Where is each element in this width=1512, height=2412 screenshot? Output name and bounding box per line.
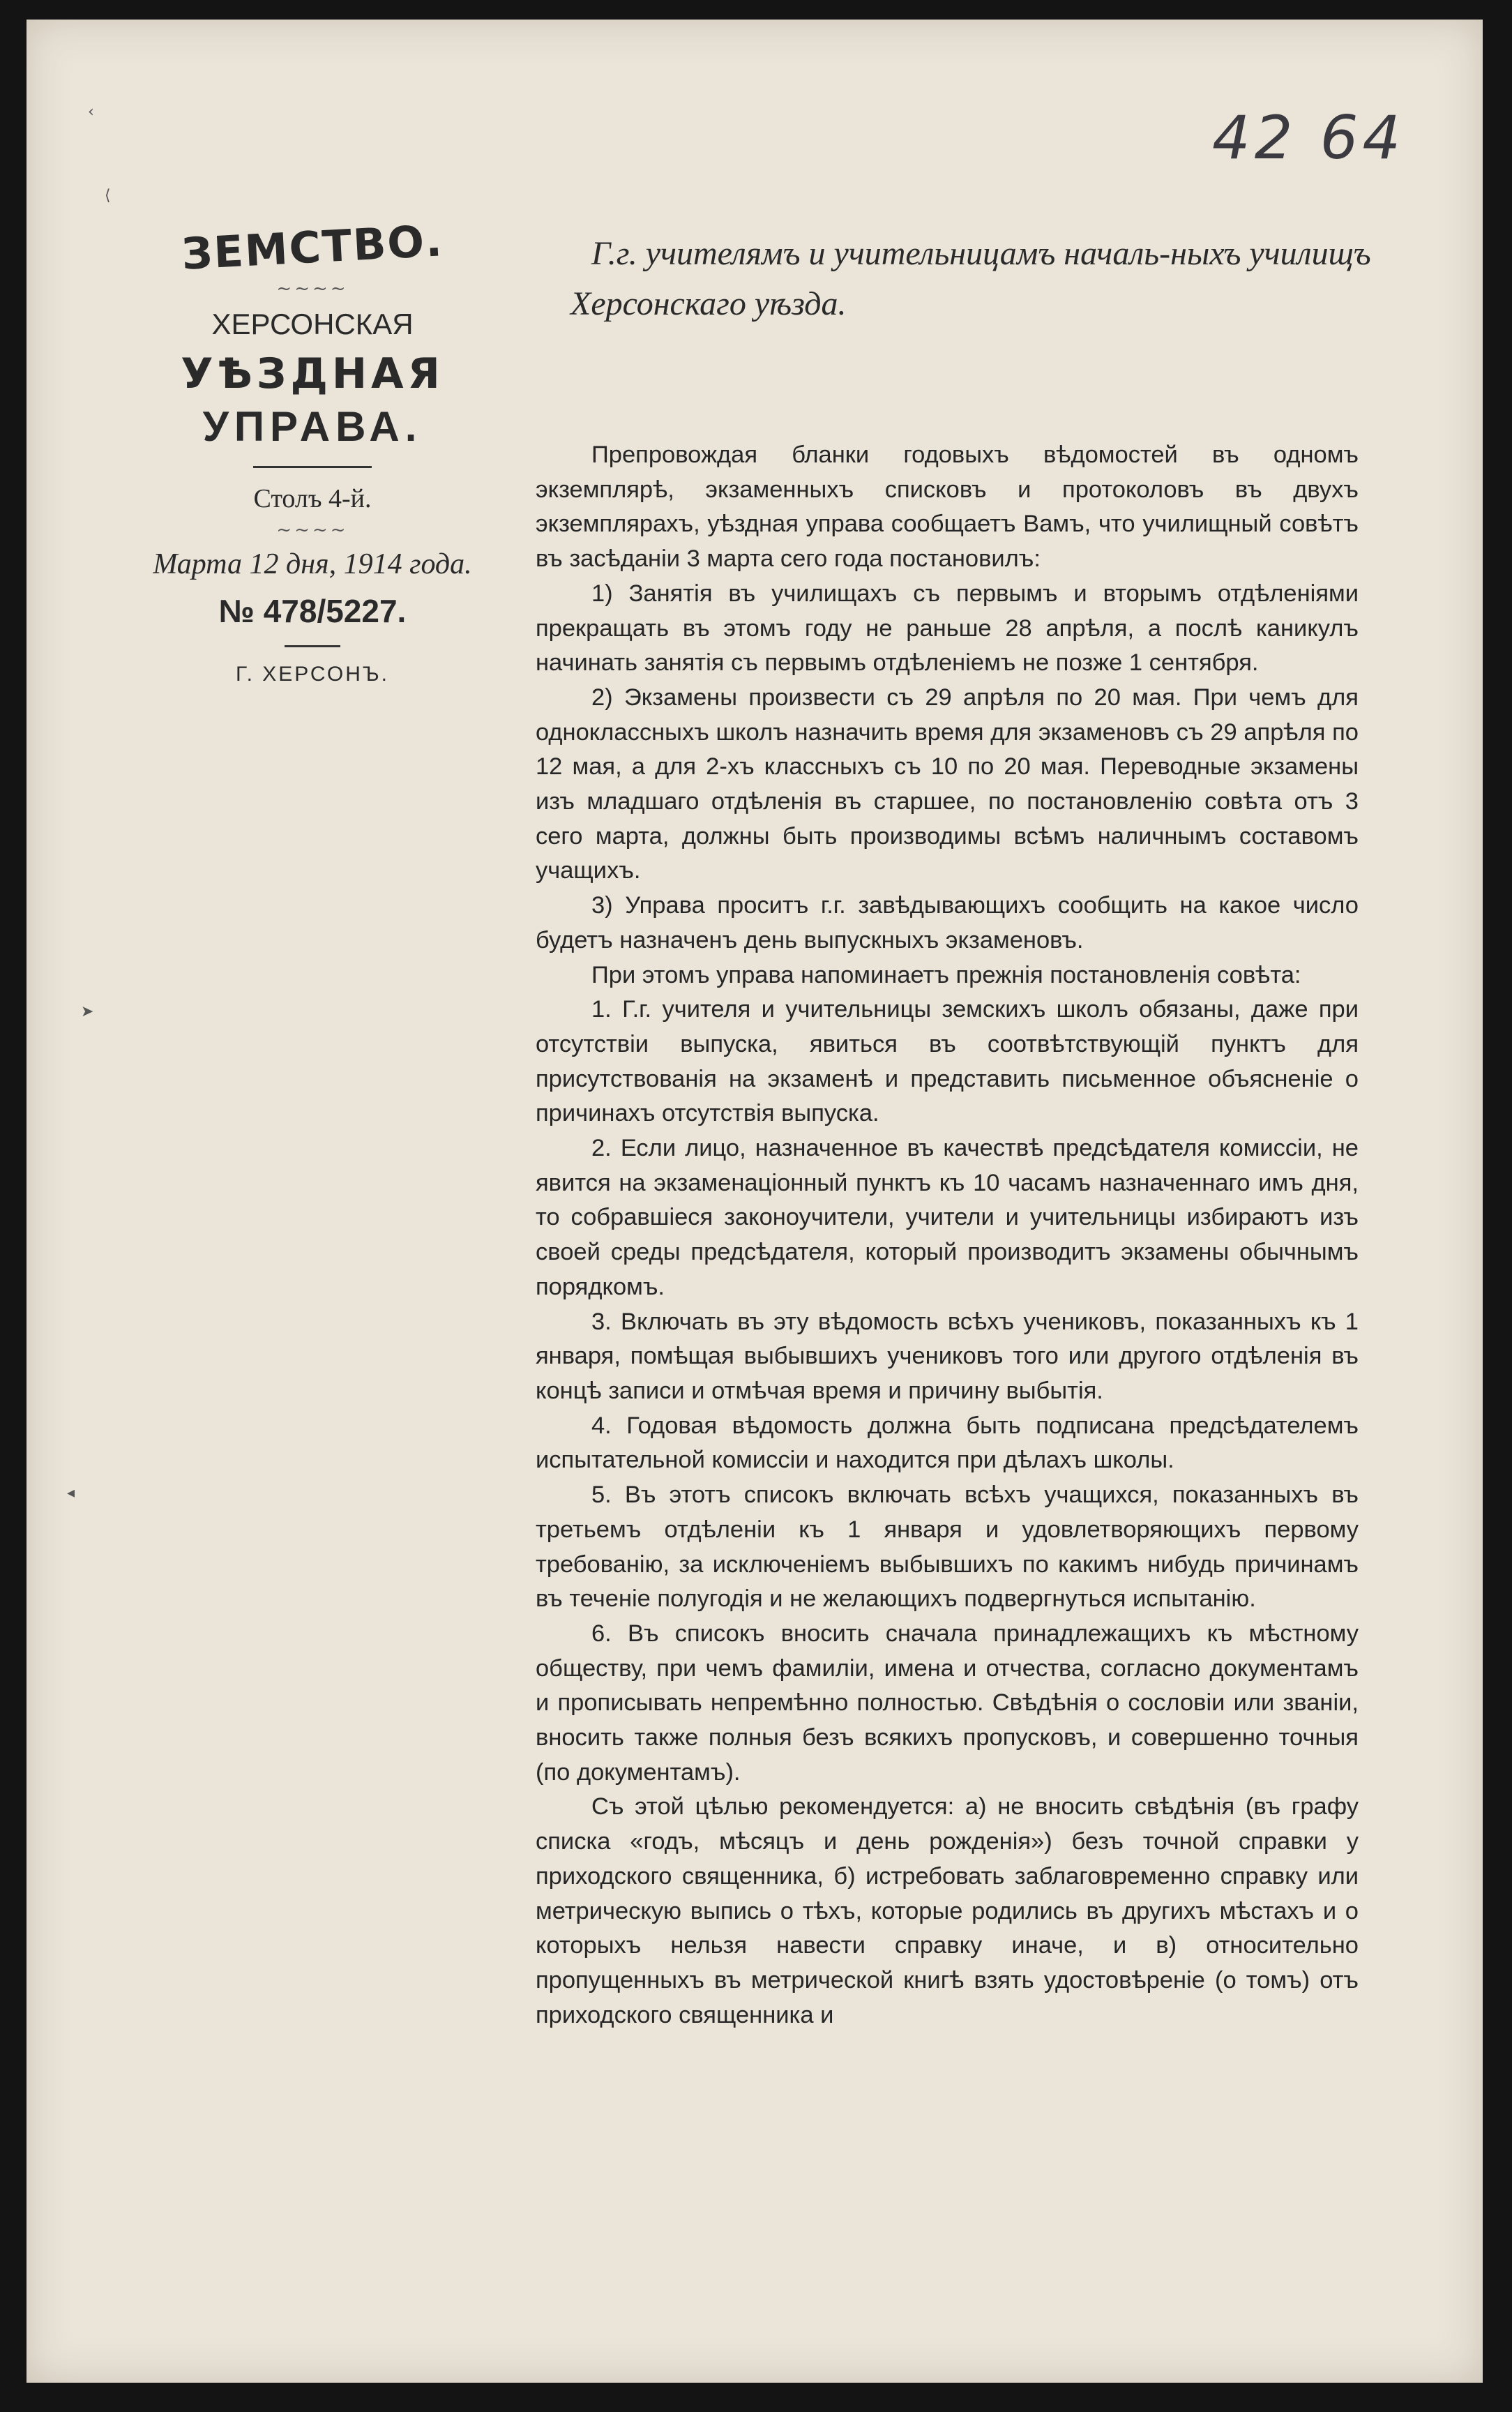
document-body [536, 438, 1359, 2033]
letterhead-uprava: УПРАВА. [202, 403, 423, 450]
margin-mark: ⟨ [105, 187, 111, 204]
letterhead-rule [253, 466, 372, 468]
body-paragraph: 2. Если лицо, назначенное въ качествѣ предсѣдателя комиссіи, не явится на экзаменаціонный пунктъ къ 10 часамъ назначеннаго имъ дня, то собравшіеся законоучители, учители и учительницы избираютъ изъ своей среды предсѣдателя, который производитъ экзамены обычнымъ порядкомъ. [536, 1135, 1359, 1300]
margin-mark: ‹ [88, 103, 94, 121]
body-paragraph: 4. Годовая вѣдомость должна быть подписана предсѣдателемъ испытательной комиссіи и находится при дѣлахъ школы. [536, 1412, 1359, 1474]
body-paragraph: Препровождая бланки годовыхъ вѣдомостей въ одномъ экземплярѣ, экзаменныхъ списковъ и протоколовъ въ двухъ экземплярахъ, уѣздная управа сообщаетъ Вамъ, что училищный совѣтъ въ засѣданіи 3 марта сего года постановилъ: [536, 442, 1359, 573]
body-paragraph: 5. Въ этотъ списокъ включать всѣхъ учащихся, показанныхъ въ третьемъ отдѣленіи къ 1 января и удовлетворяющихъ первому требованію, за исключеніемъ выбывшихъ по какимъ нибудь причинамъ въ теченіе полугодія и не желающихъ подвергнуться испытанію. [536, 1482, 1359, 1613]
margin-mark: ➤ [81, 1003, 94, 1020]
letterhead-city: Г. ХЕРСОНЪ. [235, 663, 390, 686]
body-paragraph: Съ этой цѣлью рекомендуется: а) не вносить свѣдѣнія (въ графу списка «годъ, мѣсяцъ и день рожденія») безъ точной справки у приходского священника, б) истребовать заблаговременно справку или метрическую выпись о тѣхъ, которые родились въ другихъ мѣстахъ и о которыхъ нельзя навести справку иначе, и в) относительно пропущенныхъ въ метрической книгѣ взять удостовѣреніе (о томъ) отъ приходского священника и [536, 1793, 1359, 2028]
body-paragraph: 3) Управа проситъ г.г. завѣдывающихъ сообщить на какое число будетъ назначенъ день выпускныхъ экзаменовъ. [536, 892, 1359, 954]
letterhead-district: ХЕРСОНСКАЯ [211, 308, 414, 340]
ornament-divider: ~~~~ [276, 278, 349, 299]
letterhead-zemstvo: ЗЕМСТВО. [180, 215, 445, 280]
body-paragraph: 3. Включать въ эту вѣдомость всѣхъ учениковъ, показанныхъ къ 1 января, помѣщая выбывшихъ учениковъ того или другого отдѣленія въ концѣ записи и отмѣчая время и причину выбытія. [536, 1308, 1359, 1404]
letterhead-uyezd: УѢЗДНАЯ [181, 349, 444, 398]
body-paragraph: 1) Занятія въ училищахъ съ первымъ и вторымъ отдѣленіями прекращать въ этомъ году не раньше 28 апрѣля, а послѣ каникулъ начинать занятія съ первымъ отдѣленіемъ не позже 1 сентября. [536, 580, 1359, 677]
letterhead [117, 215, 508, 686]
letterhead-rule [285, 645, 340, 647]
letterhead-date: Марта 12 дня, 1914 года. [153, 548, 472, 580]
archive-handwritten-mark: 42 64 [1212, 103, 1405, 173]
margin-mark: ◂ [67, 1484, 75, 1502]
body-paragraph: 6. Въ списокъ вносить сначала принадлежащихъ къ мѣстному обществу, при чемъ фамиліи, имена и отчества, согласно документамъ и прописывать непремѣнно полностью. Свѣдѣнія о сословіи или званіи, вносить также полныя безъ всякихъ пропусковъ, и совершенно точныя (по документамъ). [536, 1620, 1359, 1786]
letterhead-reference-number: № 478/5227. [218, 593, 407, 629]
body-paragraph: 2) Экзамены произвести съ 29 апрѣля по 20 мая. При чемъ для одноклассныхъ школъ назначить время для экзаменовъ съ 29 апрѣля по 12 мая, а для 2-хъ классныхъ съ 10 по 20 мая. Переводные экзамены изъ младшаго отдѣленія въ старшее, по постановленію совѣта отъ 3 сего марта, должны быть производимы всѣмъ наличнымъ составомъ учащихъ. [536, 684, 1359, 884]
document-sheet [27, 20, 1483, 2383]
body-paragraph: При этомъ управа напоминаетъ прежнія постановленія совѣта: [591, 961, 1301, 988]
ornament-divider: ~~~~ [276, 520, 349, 541]
document-heading: Г.г. учителямъ и учительницамъ началь-ныхъ училищъ Херсонскаго уѣзда. [570, 235, 1371, 322]
body-paragraph: 1. Г.г. учителя и учительницы земскихъ школъ обязаны, даже при отсутствіи выпуска, явиться въ соотвѣтствующій пунктъ для присутствованія на экзаменѣ и представить письменное объясненіе о причинахъ отсутствія выпуска. [536, 996, 1359, 1127]
letterhead-table-number: Столъ 4-й. [253, 484, 372, 513]
